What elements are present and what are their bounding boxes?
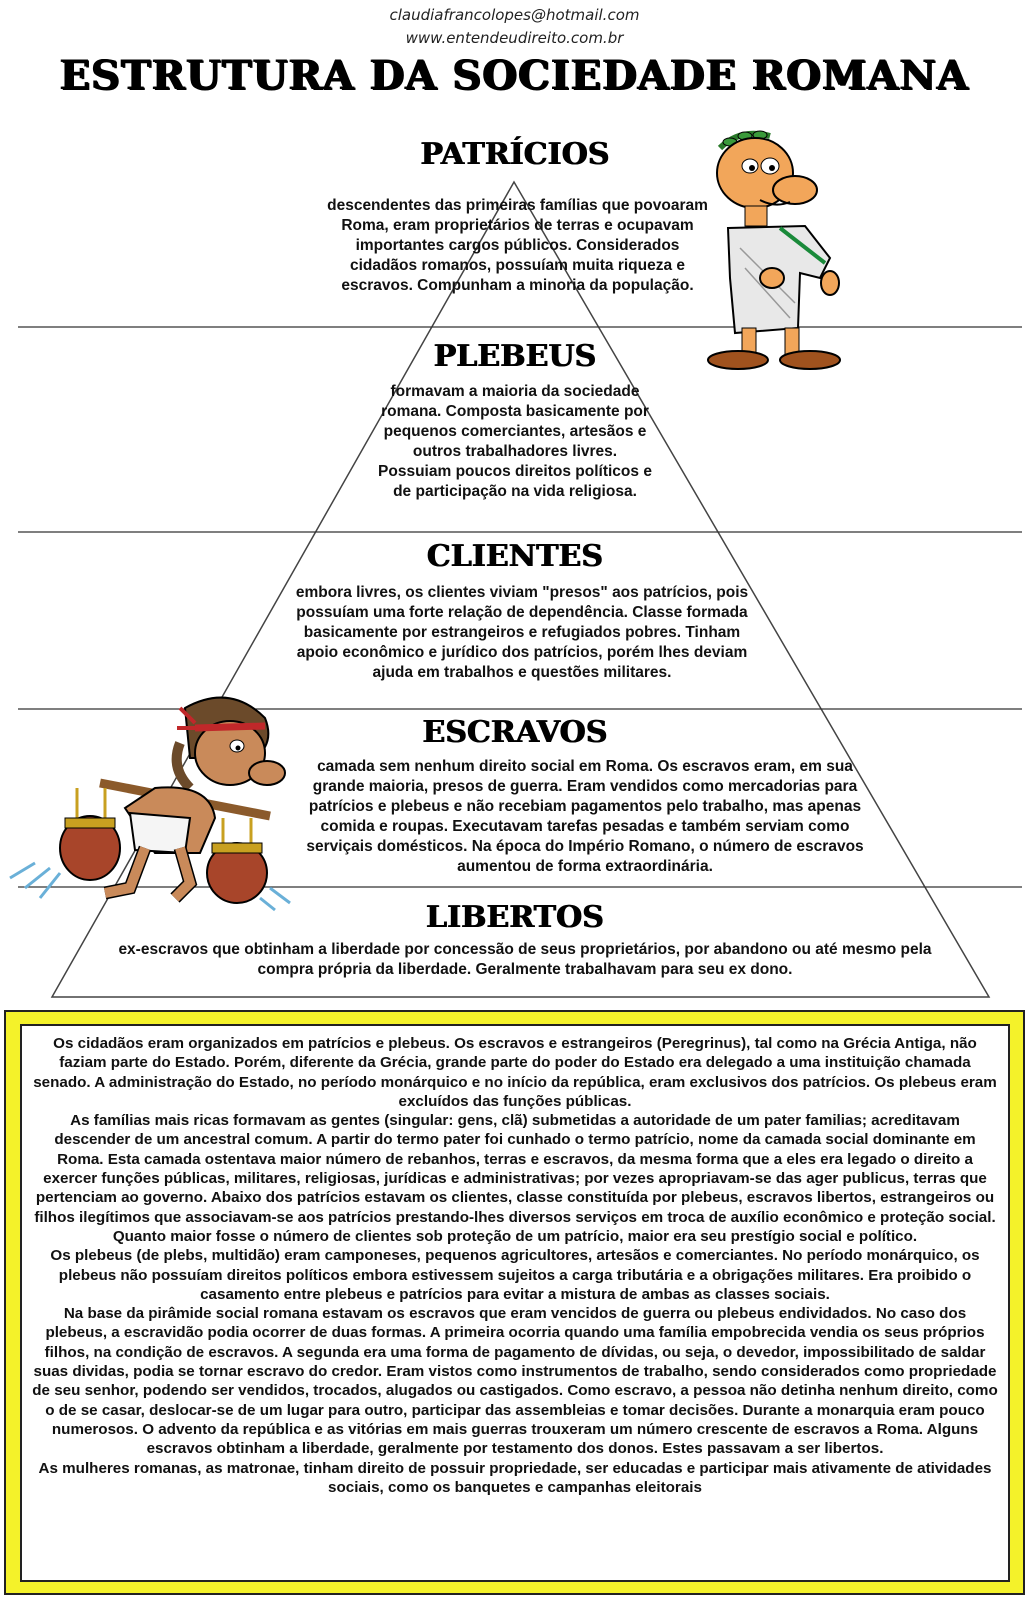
tier-description-libertos: ex-escravos que obtinham a liberdade por concessão de seus proprietários, por abandono ou até mesmo pela compra própria da liberdade. Geralmente trabalhavam para seu ex dono.	[118, 941, 932, 978]
summary-box-inner	[20, 1024, 1010, 1582]
summary-box	[4, 1010, 1025, 1595]
tier-description-plebeus: formavam a maioria da sociedade romana. Composta basicamente por pequenos comerciantes, artesãos e outros trabalhadores livres. Possuiam poucos direitos políticos e de participação na vida religiosa.	[378, 383, 652, 500]
page-title: ESTRUTURA DA SOCIEDADE ROMANA	[59, 52, 970, 99]
patrician-cartoon-icon	[700, 128, 860, 378]
summary-paragraph: Na base da pirâmide social romana estavam os escravos que eram vencidos de guerra ou plebeus endividados. No caso dos plebeus, a escravidão podia ocorrer de duas formas. A primeira ocorria quando uma família empobrecida vendia os seus próprios filhos, na condição de escravos. A segunda era uma forma de pagamento de dívidas, ou seja, o devedor, impossibilitado de saldar suas dividas, podia se tornar escravo do credor. Eram vistos como instrumentos de trabalho, sendo considerados como propriedade de seu senhor, podendo ser vendidos, trocados, alugados ou castigados. Como escravo, a pessoa não detinha nenhum direito, como o de se casar, deslocar-se de um lugar para outro, participar das assembleias e tomar decisões. Durante a monarquia eram pouco numerosos. O advento da república e as vitórias em mais guerras trouxeram um número crescente de escravos a Roma. Alguns escravos obtinham a liberdade, geralmente por testamento dos donos. Estes passavam a ser libertos.	[32, 1305, 998, 1458]
tier-title-patricios: PATRÍCIOS	[419, 137, 609, 172]
summary-paragraph: Os plebeus (de plebs, multidão) eram camponeses, pequenos agricultores, artesãos e comerciantes. No período monárquico, os plebeus não possuíam direitos políticos embora estivessem sujeitos a carga tributária e a obrigações militares. Era proibido o casamento entre plebeus e patrícios para evitar a mistura de ambas as classes sociais.	[50, 1247, 980, 1303]
summary-paragraph: As famílias mais ricas formavam as gentes (singular: gens, clã) submetidas a autoridade de um pater familias; acreditavam descender de um ancestral comum. A partir do termo pater foi cunhado o termo patrício, nome da camada social dominante em Roma. Esta camada ostentava maior número de rebanhos, terras e escravos, da mesma forma que a eles era legado o direito a exercer funções públicas, militares, religiosas, jurídicas e administrativas; por vezes apropriavam-se das ager publicus, terras que pertenciam ao governo. Abaixo dos patrícios estavam os clientes, classe constituída por plebeus, escravos libertos, estrangeiros ou filhos ilegítimos que associavam-se aos patrícios prestando-lhes diversos serviços em troca de auxílio econômico e proteção social. Quanto maior fosse o número de clientes sob proteção de um patrício, maior era seu prestígio social e político.	[34, 1112, 996, 1245]
tier-description-clientes: embora livres, os clientes viviam "presos" aos patrícios, pois possuíam uma forte relação de dependência. Classe formada basicamente por estrangeiros e refugiados pobres. Tinham apoio econômico e jurídico dos patrícios, porém lhes deviam ajuda em trabalhos e questões militares.	[295, 584, 749, 681]
tier-title-clientes: CLIENTES	[426, 539, 603, 574]
tier-title-libertos: LIBERTOS	[425, 900, 604, 935]
slave-carrying-pots-cartoon-icon	[5, 688, 295, 913]
tier-description-escravos: camada sem nenhum direito social em Roma. Os escravos eram, em sua grande maioria, presos de guerra. Eram vendidos como mercadorias para patrícios e plebeus e não recebiam pagamentos pelo trabalho, mas apenas comida e roupas. Executavam tarefas pesadas e também serviam como serviçais domésticos. Na época do Império Romano, o número de escravos aumentou de forma extraordinária.	[306, 758, 864, 875]
tier-title-plebeus: PLEBEUS	[433, 339, 596, 374]
author-website: www.entendeudireito.com.br	[405, 29, 624, 47]
tier-description-patricios: descendentes das primeiras famílias que povoaram Roma, eram proprietários de terras e ocupavam importantes cargos públicos. Considerados cidadãos romanos, possuíam muita riqueza e escravos. Compunham a minoria da população.	[327, 197, 708, 294]
summary-paragraph: As mulheres romanas, as matronae, tinham direito de possuir propriedade, ser educadas e participar mais ativamente de atividades sociais, como os banquetes e campanhas eleitorais	[38, 1459, 992, 1496]
summary-paragraph: Os cidadãos eram organizados em patrícios e plebeus. Os escravos e estrangeiros (Peregrinus), tal como na Grécia Antiga, não faziam parte do Estado. Porém, diferente da Grécia, grande parte do poder do Estado era delegado a uma instituição chamada senado. A administração do Estado, no período monárquico e no início da república, eram exclusivos dos patrícios. Os plebeus eram excluídos das funções públicas.	[33, 1035, 997, 1110]
summary-text	[32, 1034, 998, 1497]
author-email: claudiafrancolopes@hotmail.com	[389, 6, 640, 24]
tier-title-escravos: ESCRAVOS	[422, 715, 607, 750]
